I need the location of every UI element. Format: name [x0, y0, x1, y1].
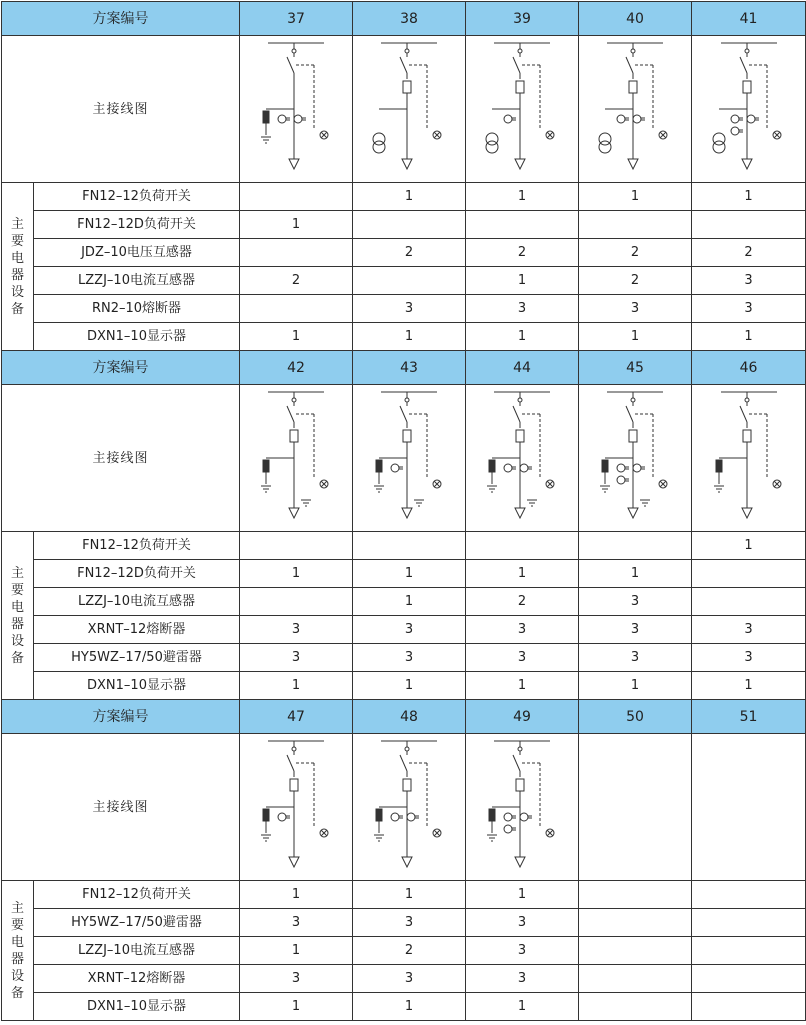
wiring-diagram [240, 734, 353, 881]
scheme-number: 46 [692, 351, 806, 385]
scheme-number-label: 方案编号 [2, 700, 240, 734]
equipment-quantity: 1 [353, 588, 466, 616]
scheme-number: 48 [353, 700, 466, 734]
category-char: 设 [10, 968, 24, 984]
equipment-quantity [692, 909, 806, 937]
equipment-quantity [692, 881, 806, 909]
equipment-name: FN12–12D负荷开关 [34, 560, 240, 588]
wiring-diagram [466, 734, 579, 881]
wiring-diagram [466, 36, 579, 183]
equipment-name: DXN1–10显示器 [34, 672, 240, 700]
equipment-quantity: 3 [692, 267, 806, 295]
category-char: 备 [10, 301, 24, 317]
equipment-name: FN12–12负荷开关 [34, 183, 240, 211]
equipment-quantity: 3 [466, 909, 579, 937]
equipment-quantity: 3 [579, 616, 692, 644]
equipment-row [2, 239, 806, 267]
scheme-number: 49 [466, 700, 579, 734]
equipment-quantity: 3 [353, 909, 466, 937]
category-char: 器 [10, 616, 24, 632]
equipment-quantity: 2 [466, 239, 579, 267]
equipment-quantity: 2 [579, 239, 692, 267]
scheme-number: 43 [353, 351, 466, 385]
category-char: 器 [10, 951, 24, 967]
equipment-quantity [692, 937, 806, 965]
equipment-quantity: 1 [466, 183, 579, 211]
equipment-quantity: 3 [353, 644, 466, 672]
equipment-name: LZZJ–10电流互感器 [34, 937, 240, 965]
equipment-quantity [466, 532, 579, 560]
wiring-diagram-svg [359, 388, 459, 528]
equipment-name: LZZJ–10电流互感器 [34, 267, 240, 295]
wiring-diagram-svg [472, 388, 572, 528]
category-char: 备 [10, 650, 24, 666]
diagram-row [2, 385, 806, 532]
equipment-quantity: 3 [466, 616, 579, 644]
equipment-row [2, 532, 806, 560]
diagram-label: 主接线图 [2, 385, 240, 532]
equipment-row [2, 267, 806, 295]
category-label [2, 183, 34, 351]
scheme-number: 44 [466, 351, 579, 385]
equipment-quantity [692, 965, 806, 993]
equipment-quantity: 3 [579, 588, 692, 616]
equipment-row [2, 909, 806, 937]
equipment-row [2, 295, 806, 323]
category-char: 电 [10, 599, 24, 615]
equipment-quantity [353, 267, 466, 295]
equipment-quantity [579, 211, 692, 239]
equipment-quantity: 2 [240, 267, 353, 295]
equipment-quantity: 1 [240, 560, 353, 588]
equipment-quantity: 3 [466, 937, 579, 965]
equipment-quantity: 2 [579, 267, 692, 295]
equipment-quantity: 1 [353, 881, 466, 909]
equipment-row [2, 211, 806, 239]
scheme-number-label: 方案编号 [2, 2, 240, 36]
equipment-quantity: 1 [692, 323, 806, 351]
scheme-number: 50 [579, 700, 692, 734]
category-char: 器 [10, 267, 24, 283]
equipment-row [2, 881, 806, 909]
equipment-quantity: 1 [353, 672, 466, 700]
equipment-name: HY5WZ–17/50避雷器 [34, 644, 240, 672]
wiring-diagram-svg [246, 39, 346, 179]
equipment-row [2, 672, 806, 700]
scheme-number: 39 [466, 2, 579, 36]
scheme-number: 40 [579, 2, 692, 36]
equipment-quantity: 1 [353, 323, 466, 351]
category-char: 主 [10, 216, 24, 232]
equipment-quantity: 1 [240, 323, 353, 351]
scheme-number-label: 方案编号 [2, 351, 240, 385]
wiring-diagram-svg [472, 39, 572, 179]
wiring-diagram-svg [699, 388, 799, 528]
equipment-quantity: 1 [240, 993, 353, 1021]
equipment-quantity: 1 [579, 323, 692, 351]
equipment-quantity: 1 [579, 183, 692, 211]
equipment-quantity: 1 [240, 211, 353, 239]
wiring-diagram [353, 734, 466, 881]
equipment-quantity: 1 [353, 183, 466, 211]
diagram-label: 主接线图 [2, 36, 240, 183]
equipment-quantity: 1 [240, 672, 353, 700]
equipment-quantity: 3 [240, 965, 353, 993]
equipment-name: FN12–12D负荷开关 [34, 211, 240, 239]
wiring-diagram-svg [585, 388, 685, 528]
equipment-quantity [692, 993, 806, 1021]
equipment-quantity: 3 [353, 616, 466, 644]
wiring-diagram [692, 385, 806, 532]
equipment-quantity: 3 [466, 295, 579, 323]
equipment-quantity: 1 [692, 532, 806, 560]
category-char: 设 [10, 284, 24, 300]
wiring-diagram [353, 385, 466, 532]
equipment-row [2, 644, 806, 672]
category-char: 备 [10, 985, 24, 1001]
wiring-diagram-svg [472, 737, 572, 877]
category-label [2, 532, 34, 700]
equipment-quantity: 3 [240, 616, 353, 644]
category-char: 设 [10, 633, 24, 649]
equipment-quantity [692, 588, 806, 616]
equipment-quantity: 2 [692, 239, 806, 267]
equipment-quantity: 3 [353, 965, 466, 993]
equipment-row [2, 323, 806, 351]
equipment-quantity [240, 588, 353, 616]
scheme-table [1, 1, 806, 1021]
category-char: 电 [10, 250, 24, 266]
equipment-quantity: 3 [692, 644, 806, 672]
equipment-quantity [579, 965, 692, 993]
equipment-quantity [579, 881, 692, 909]
equipment-name: XRNT–12熔断器 [34, 965, 240, 993]
equipment-quantity: 1 [579, 560, 692, 588]
equipment-quantity: 1 [579, 672, 692, 700]
equipment-name: FN12–12负荷开关 [34, 532, 240, 560]
equipment-quantity [353, 211, 466, 239]
equipment-quantity: 1 [466, 323, 579, 351]
wiring-diagram [692, 734, 806, 881]
equipment-name: DXN1–10显示器 [34, 993, 240, 1021]
equipment-name: FN12–12负荷开关 [34, 881, 240, 909]
equipment-quantity [579, 993, 692, 1021]
equipment-quantity [353, 532, 466, 560]
wiring-diagram-svg [246, 737, 346, 877]
equipment-quantity: 1 [692, 183, 806, 211]
wiring-diagram [240, 36, 353, 183]
category-char: 电 [10, 934, 24, 950]
equipment-row [2, 993, 806, 1021]
equipment-quantity: 2 [466, 588, 579, 616]
equipment-row [2, 965, 806, 993]
equipment-quantity: 1 [240, 937, 353, 965]
header-row [2, 351, 806, 385]
category-char: 要 [10, 233, 24, 249]
equipment-quantity: 3 [466, 965, 579, 993]
equipment-quantity: 2 [353, 239, 466, 267]
equipment-quantity: 3 [466, 644, 579, 672]
diagram-label: 主接线图 [2, 734, 240, 881]
diagram-row [2, 734, 806, 881]
equipment-quantity: 3 [240, 644, 353, 672]
equipment-quantity: 3 [579, 644, 692, 672]
category-label [2, 881, 34, 1021]
equipment-quantity: 1 [353, 993, 466, 1021]
equipment-row [2, 616, 806, 644]
scheme-number: 51 [692, 700, 806, 734]
category-char: 要 [10, 917, 24, 933]
equipment-name: LZZJ–10电流互感器 [34, 588, 240, 616]
wiring-diagram [579, 385, 692, 532]
scheme-number: 45 [579, 351, 692, 385]
wiring-diagram-svg [359, 39, 459, 179]
equipment-quantity [692, 560, 806, 588]
category-char: 主 [10, 900, 24, 916]
scheme-number: 41 [692, 2, 806, 36]
wiring-diagram-svg [699, 39, 799, 179]
equipment-name: JDZ–10电压互感器 [34, 239, 240, 267]
wiring-diagram [240, 385, 353, 532]
equipment-row [2, 588, 806, 616]
wiring-diagram [579, 36, 692, 183]
equipment-quantity: 3 [579, 295, 692, 323]
wiring-diagram-svg [359, 737, 459, 877]
diagram-row [2, 36, 806, 183]
wiring-diagram [579, 734, 692, 881]
equipment-quantity: 2 [353, 937, 466, 965]
equipment-quantity [240, 239, 353, 267]
category-char: 要 [10, 582, 24, 598]
scheme-number: 37 [240, 2, 353, 36]
scheme-number: 38 [353, 2, 466, 36]
equipment-row [2, 937, 806, 965]
wiring-diagram-svg [246, 388, 346, 528]
equipment-quantity: 1 [353, 560, 466, 588]
equipment-quantity [692, 211, 806, 239]
equipment-row [2, 560, 806, 588]
wiring-diagram [466, 385, 579, 532]
equipment-quantity: 3 [692, 295, 806, 323]
wiring-diagram-svg [585, 39, 685, 179]
equipment-quantity: 1 [692, 672, 806, 700]
wiring-diagram [692, 36, 806, 183]
equipment-quantity [240, 532, 353, 560]
equipment-quantity: 1 [466, 672, 579, 700]
equipment-name: DXN1–10显示器 [34, 323, 240, 351]
scheme-number: 42 [240, 351, 353, 385]
equipment-name: XRNT–12熔断器 [34, 616, 240, 644]
equipment-quantity [579, 532, 692, 560]
equipment-quantity: 1 [240, 881, 353, 909]
equipment-quantity [579, 909, 692, 937]
equipment-quantity [579, 937, 692, 965]
equipment-quantity [466, 211, 579, 239]
equipment-quantity: 1 [466, 560, 579, 588]
scheme-number: 47 [240, 700, 353, 734]
equipment-quantity: 1 [466, 881, 579, 909]
equipment-quantity: 3 [240, 909, 353, 937]
equipment-quantity [240, 295, 353, 323]
equipment-row [2, 183, 806, 211]
equipment-quantity: 1 [466, 267, 579, 295]
wiring-diagram [353, 36, 466, 183]
header-row [2, 2, 806, 36]
equipment-quantity: 1 [466, 993, 579, 1021]
header-row [2, 700, 806, 734]
equipment-name: HY5WZ–17/50避雷器 [34, 909, 240, 937]
equipment-quantity: 3 [353, 295, 466, 323]
category-char: 主 [10, 565, 24, 581]
equipment-quantity [240, 183, 353, 211]
equipment-name: RN2–10熔断器 [34, 295, 240, 323]
equipment-quantity: 3 [692, 616, 806, 644]
